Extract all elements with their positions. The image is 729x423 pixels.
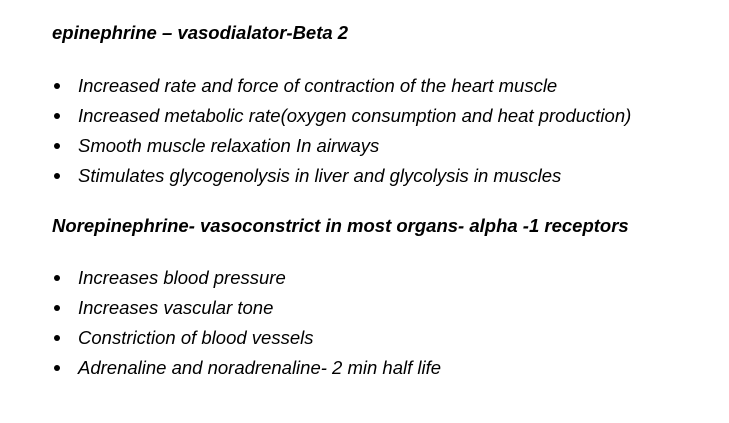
list-item [52, 297, 441, 327]
list-item-text: Constriction of blood vessels [78, 327, 314, 348]
list-item-text: Increases blood pressure [78, 267, 286, 288]
bullet-icon [54, 365, 60, 371]
list-item [52, 267, 441, 297]
section-heading-norepinephrine: Norepinephrine- vasoconstrict in most organs- alpha -1 receptors [52, 215, 629, 236]
list-item [52, 357, 441, 387]
bullet-icon [54, 335, 60, 341]
list-item-text: Stimulates glycogenolysis in liver and glycolysis in muscles [78, 165, 562, 186]
norepinephrine-effects-list [52, 267, 441, 387]
bullet-icon [54, 83, 60, 89]
list-item-text: Adrenaline and noradrenaline- 2 min half life [78, 357, 442, 378]
section-heading-epinephrine: epinephrine – vasodialator-Beta 2 [52, 22, 349, 43]
list-item-text: Increased metabolic rate(oxygen consumption and heat production) [78, 105, 632, 126]
list-item [52, 105, 631, 135]
list-item [52, 135, 631, 165]
bullet-icon [54, 173, 60, 179]
epinephrine-effects-list [52, 75, 631, 195]
bullet-icon [54, 143, 60, 149]
list-item [52, 165, 631, 195]
list-item [52, 327, 441, 357]
list-item-text: Increased rate and force of contraction of the heart muscle [78, 75, 558, 96]
list-item [52, 75, 631, 105]
bullet-icon [54, 305, 60, 311]
list-item-text: Increases vascular tone [78, 297, 274, 318]
bullet-icon [54, 113, 60, 119]
bullet-icon [54, 275, 60, 281]
list-item-text: Smooth muscle relaxation In airways [78, 135, 380, 156]
